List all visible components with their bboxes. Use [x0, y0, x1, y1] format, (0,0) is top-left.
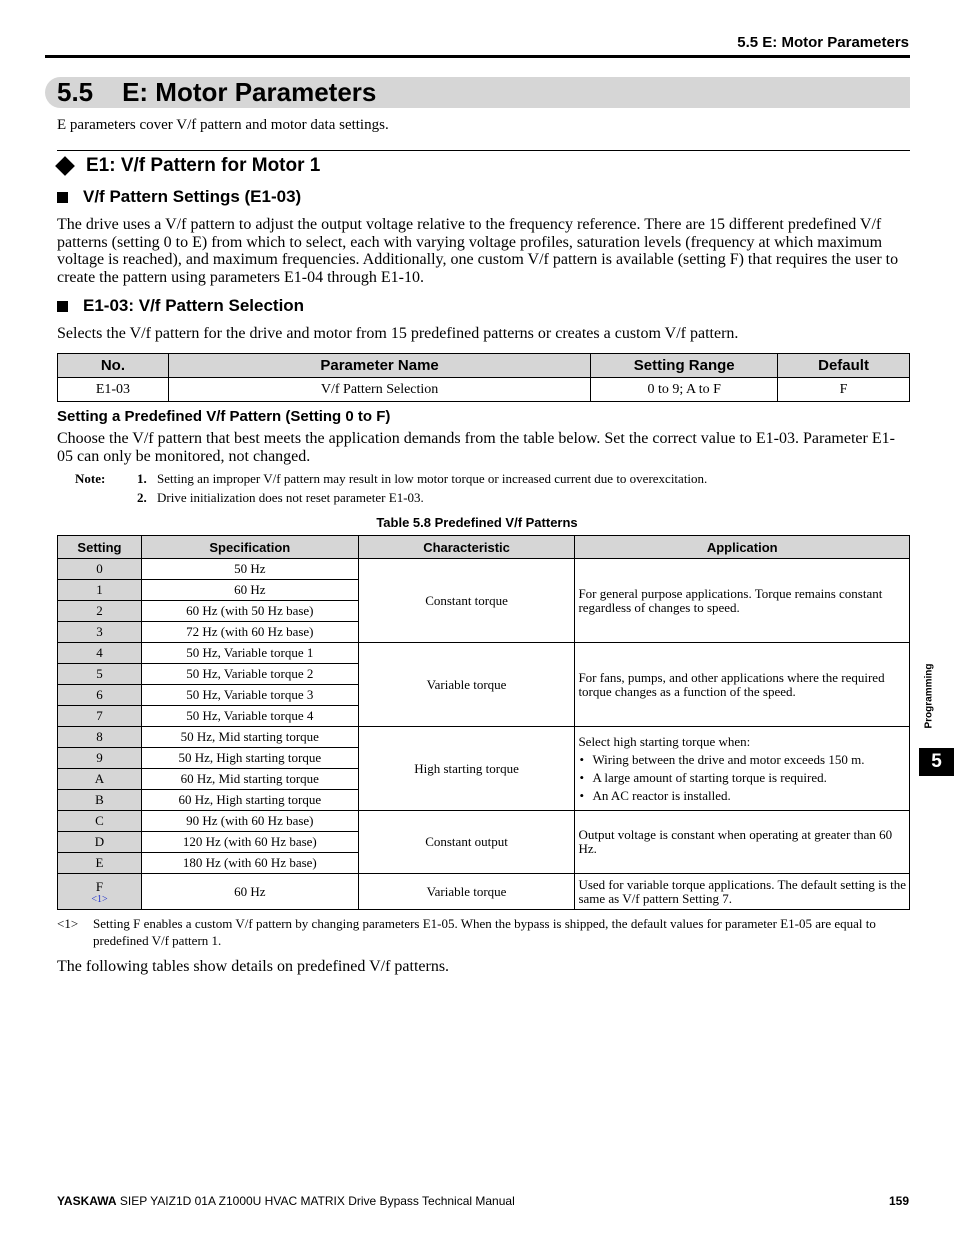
application-cell — [575, 727, 910, 811]
column-header: Specification — [141, 536, 358, 559]
column-header: Characteristic — [358, 536, 575, 559]
footnote-text: Setting F enables a custom V/f pattern by changing parameters E1-05. When the bypass is shipped, the default values for parameter E1-05 are equal to predefined V/f pattern 1. — [93, 916, 876, 948]
application-cell: For general purpose applications. Torque remains constant regardless of changes to speed. — [575, 559, 910, 643]
predefined-heading: Setting a Predefined V/f Pattern (Setting 0 to F) — [57, 408, 391, 425]
table-row — [58, 378, 910, 402]
e103-heading — [57, 296, 304, 316]
parameter-table — [57, 353, 910, 402]
square-bullet-icon — [57, 301, 68, 312]
table-cell: V/f Pattern Selection — [168, 378, 590, 402]
spec-cell: 50 Hz, Variable torque 2 — [141, 664, 358, 685]
side-tab-text: Programming — [923, 663, 935, 729]
section-title — [57, 77, 376, 108]
column-header: No. — [58, 354, 169, 378]
setting-cell: 3 — [58, 622, 142, 643]
predefined-body: Choose the V/f pattern that best meets the application demands from the table below. Set the correct value to E1-03. Parameter E1-05 can only be monitored, not changed. — [57, 430, 895, 465]
spec-cell: 60 Hz — [141, 874, 358, 910]
vf-settings-heading — [57, 187, 301, 207]
setting-cell: 5 — [58, 664, 142, 685]
setting-cell: 4 — [58, 643, 142, 664]
setting-cell: E — [58, 853, 142, 874]
vf-settings-body: The drive uses a V/f pattern to adjust the output voltage relative to the frequency reference. There are 15 different predefined V/f patterns (setting 0 to E) from which to select, each with varying voltage profiles, saturation levels (frequency at which maximum voltage is reached), and maximum frequencies. Additionally, one custom V/f pattern is available (setting F) that requires the user to create the pattern using parameters E1-04 through E1-10. — [57, 216, 899, 286]
intro-text: E parameters cover V/f pattern and motor data settings. — [57, 117, 389, 133]
e103-body: Selects the V/f pattern for the drive and motor from 15 predefined patterns or creates a custom V/f pattern. — [57, 325, 739, 342]
footnote-mark: <1> — [57, 916, 79, 931]
chapter-tab[interactable]: 5 — [919, 748, 954, 776]
spec-cell: 60 Hz, Mid starting torque — [141, 769, 358, 790]
diamond-bullet-icon — [55, 156, 75, 176]
setting-cell: C — [58, 811, 142, 832]
note-number: 1. — [137, 471, 147, 486]
divider — [57, 150, 910, 151]
setting-cell: 0 — [58, 559, 142, 580]
spec-cell: 60 Hz (with 50 Hz base) — [141, 601, 358, 622]
setting-cell: 9 — [58, 748, 142, 769]
square-bullet-icon — [57, 192, 68, 203]
column-header: Default — [778, 354, 910, 378]
spec-cell: 60 Hz, High starting torque — [141, 790, 358, 811]
note-text: Drive initialization does not reset parameter E1-03. — [157, 490, 424, 505]
column-header: Setting — [58, 536, 142, 559]
column-header: Parameter Name — [168, 354, 590, 378]
setting-cell — [58, 874, 142, 910]
table-cell: F — [778, 378, 910, 402]
characteristic-cell: Variable torque — [358, 643, 575, 727]
side-tab-label — [922, 656, 936, 736]
application-cell: Output voltage is constant when operating at greater than 60 Hz. — [575, 811, 910, 874]
list-item: • Wiring between the drive and motor exceeds 150 m. — [578, 753, 906, 767]
running-header: 5.5 E: Motor Parameters — [737, 34, 909, 51]
footnote-ref-link[interactable]: <1> — [91, 893, 108, 905]
table-header-row — [58, 354, 910, 378]
spec-cell: 72 Hz (with 60 Hz base) — [141, 622, 358, 643]
note-number: 2. — [137, 490, 147, 505]
characteristic-cell: Constant torque — [358, 559, 575, 643]
spec-cell: 90 Hz (with 60 Hz base) — [141, 811, 358, 832]
column-header: Application — [575, 536, 910, 559]
spec-cell: 50 Hz, High starting torque — [141, 748, 358, 769]
table-row — [58, 559, 910, 580]
table-caption: Table 5.8 Predefined V/f Patterns — [376, 515, 578, 530]
footer-doc: SIEP YAIZ1D 01A Z1000U HVAC MATRIX Drive Bypass Technical Manual — [116, 1194, 515, 1208]
subsection-title: E1: V/f Pattern for Motor 1 — [86, 155, 321, 176]
setting-value: F — [95, 878, 104, 894]
table-row — [58, 811, 910, 832]
application-bullet-list — [578, 753, 906, 803]
characteristic-cell: Variable torque — [358, 874, 575, 910]
spec-cell: 50 Hz, Variable torque 3 — [141, 685, 358, 706]
section-number: 5.5 — [57, 77, 94, 107]
spec-cell: 60 Hz — [141, 580, 358, 601]
setting-cell: 2 — [58, 601, 142, 622]
list-item: • An AC reactor is installed. — [578, 789, 906, 803]
spec-cell: 120 Hz (with 60 Hz base) — [141, 832, 358, 853]
setting-cell: A — [58, 769, 142, 790]
setting-cell: 6 — [58, 685, 142, 706]
setting-cell: 1 — [58, 580, 142, 601]
setting-cell: 7 — [58, 706, 142, 727]
table-row — [58, 874, 910, 910]
spec-cell: 50 Hz, Mid starting torque — [141, 727, 358, 748]
table-cell: E1-03 — [58, 378, 169, 402]
note-label: Note: — [75, 471, 106, 486]
column-header: Setting Range — [591, 354, 778, 378]
setting-cell: B — [58, 790, 142, 811]
spec-cell: 50 Hz — [141, 559, 358, 580]
page-number: 159 — [888, 1194, 909, 1208]
characteristic-cell: High starting torque — [358, 727, 575, 811]
application-cell: Used for variable torque applications. The default setting is the same as V/f pattern Setting 7. — [575, 874, 910, 910]
spec-cell: 180 Hz (with 60 Hz base) — [141, 853, 358, 874]
table-row — [58, 643, 910, 664]
spec-cell: 50 Hz, Variable torque 4 — [141, 706, 358, 727]
footer-brand: YASKAWA — [57, 1194, 117, 1208]
vf-settings-title: V/f Pattern Settings (E1-03) — [83, 187, 302, 206]
list-item: • A large amount of starting torque is required. — [578, 771, 906, 785]
application-cell: For fans, pumps, and other applications where the required torque changes as a function of the speed. — [575, 643, 910, 727]
closing-text: The following tables show details on predefined V/f patterns. — [57, 958, 450, 975]
note-text: Setting an improper V/f pattern may result in low motor torque or increased current due to overexcitation. — [157, 471, 708, 486]
header-rule — [45, 55, 910, 58]
vf-pattern-table — [57, 535, 910, 910]
table-row — [58, 727, 910, 748]
characteristic-cell: Constant output — [358, 811, 575, 874]
setting-cell: D — [58, 832, 142, 853]
subsection-heading — [57, 155, 320, 177]
spec-cell: 50 Hz, Variable torque 1 — [141, 643, 358, 664]
footer-doc-title — [57, 1194, 515, 1208]
e103-title: E1-03: V/f Pattern Selection — [83, 296, 305, 315]
section-title-text: E: Motor Parameters — [122, 77, 377, 107]
application-intro: Select high starting torque when: — [578, 733, 751, 749]
table-header-row — [58, 536, 910, 559]
table-cell: 0 to 9; A to F — [591, 378, 778, 402]
setting-cell: 8 — [58, 727, 142, 748]
